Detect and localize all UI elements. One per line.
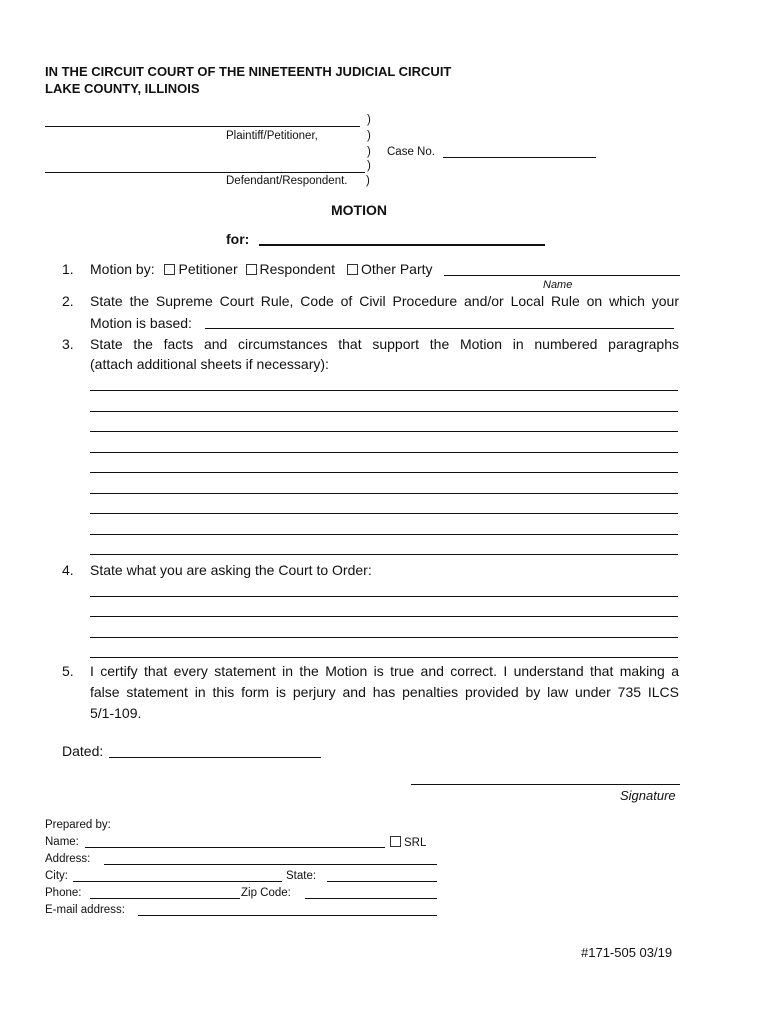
caption-paren: ) bbox=[367, 146, 371, 158]
prepared-by-heading: Prepared by: bbox=[45, 819, 111, 831]
item-4-number: 4. bbox=[62, 562, 74, 578]
respondent-checkbox[interactable] bbox=[246, 264, 257, 275]
item-2-number: 2. bbox=[62, 293, 74, 309]
signature-field[interactable] bbox=[411, 784, 680, 785]
email-label: E-mail address: bbox=[45, 904, 125, 916]
caption-paren: ) bbox=[366, 175, 370, 187]
for-label: for: bbox=[226, 231, 250, 247]
facts-line[interactable] bbox=[90, 534, 678, 535]
order-line[interactable] bbox=[90, 657, 678, 658]
facts-line[interactable] bbox=[90, 431, 678, 432]
order-line[interactable] bbox=[90, 637, 678, 638]
other-party-checkbox[interactable] bbox=[347, 264, 358, 275]
phone-label: Phone: bbox=[45, 887, 82, 899]
rule-basis-field[interactable] bbox=[205, 328, 674, 329]
case-no-field[interactable] bbox=[443, 143, 596, 158]
item-1-number: 1. bbox=[62, 261, 74, 277]
case-no-label: Case No. bbox=[387, 146, 435, 158]
plaintiff-label: Plaintiff/Petitioner, bbox=[226, 130, 318, 142]
state-field[interactable] bbox=[327, 869, 437, 882]
zip-label: Zip Code: bbox=[241, 887, 291, 899]
caption-paren: ) bbox=[367, 130, 371, 142]
signature-label: Signature bbox=[620, 788, 676, 803]
address-label: Address: bbox=[45, 853, 91, 865]
caption-paren: ) bbox=[367, 114, 371, 126]
county-title: LAKE COUNTY, ILLINOIS bbox=[45, 81, 200, 96]
facts-line[interactable] bbox=[90, 411, 678, 412]
city-field[interactable] bbox=[73, 869, 282, 882]
caption-paren: ) bbox=[367, 160, 371, 172]
zip-field[interactable] bbox=[305, 886, 437, 899]
other-party-name-field[interactable] bbox=[444, 275, 680, 276]
item-5-line-1: I certify that every statement in the Motion is true and correct. I understand that making a bbox=[90, 663, 679, 679]
facts-line[interactable] bbox=[90, 493, 678, 494]
facts-line[interactable] bbox=[90, 513, 678, 514]
facts-line[interactable] bbox=[90, 554, 678, 555]
item-1-row bbox=[90, 261, 433, 277]
facts-line[interactable] bbox=[90, 390, 678, 391]
item-5-line-2: false statement in this form is perjury and has penalties provided by law under 735 ILCS bbox=[90, 684, 679, 700]
defendant-name-field[interactable] bbox=[45, 158, 365, 173]
motion-by-label: Motion by: bbox=[90, 261, 155, 277]
motion-title: MOTION bbox=[331, 202, 387, 218]
item-4-line-1: State what you are asking the Court to Order: bbox=[90, 562, 372, 578]
preparer-name-field[interactable] bbox=[85, 835, 385, 848]
item-3-line-1: State the facts and circumstances that support the Motion in numbered paragraphs bbox=[90, 336, 679, 352]
srl-option[interactable]: SRL bbox=[390, 836, 426, 849]
item-2-line-2: Motion is based: bbox=[90, 315, 192, 331]
form-number: #171-505 03/19 bbox=[581, 945, 673, 960]
email-field[interactable] bbox=[138, 903, 437, 916]
other-party-option[interactable]: Other Party bbox=[347, 261, 433, 277]
petitioner-option[interactable]: Petitioner bbox=[164, 261, 237, 277]
phone-field[interactable] bbox=[90, 886, 240, 899]
facts-line[interactable] bbox=[90, 472, 678, 473]
defendant-label: Defendant/Respondent. bbox=[226, 175, 348, 187]
city-label: City: bbox=[45, 870, 68, 882]
order-line[interactable] bbox=[90, 596, 678, 597]
respondent-option[interactable]: Respondent bbox=[246, 261, 336, 277]
item-3-number: 3. bbox=[62, 336, 74, 352]
motion-for-field[interactable] bbox=[259, 244, 545, 246]
dated-field[interactable] bbox=[109, 757, 321, 758]
facts-line[interactable] bbox=[90, 452, 678, 453]
item-5-number: 5. bbox=[62, 663, 74, 679]
name-label: Name: bbox=[45, 836, 79, 848]
srl-checkbox[interactable] bbox=[390, 836, 401, 847]
petitioner-checkbox[interactable] bbox=[164, 264, 175, 275]
order-line[interactable] bbox=[90, 616, 678, 617]
item-3-line-2: (attach additional sheets if necessary): bbox=[90, 356, 329, 372]
item-2-line-1: State the Supreme Court Rule, Code of Civil Procedure and/or Local Rule on which your bbox=[90, 293, 679, 309]
name-caption: Name bbox=[543, 279, 573, 291]
address-field[interactable] bbox=[104, 852, 437, 865]
dated-label: Dated: bbox=[62, 743, 104, 759]
plaintiff-name-field[interactable] bbox=[45, 112, 360, 127]
state-label: State: bbox=[286, 870, 317, 882]
item-5-line-3: 5/1-109. bbox=[90, 705, 142, 721]
court-title: IN THE CIRCUIT COURT OF THE NINETEENTH JUDICIAL CIRCUIT bbox=[45, 64, 452, 79]
